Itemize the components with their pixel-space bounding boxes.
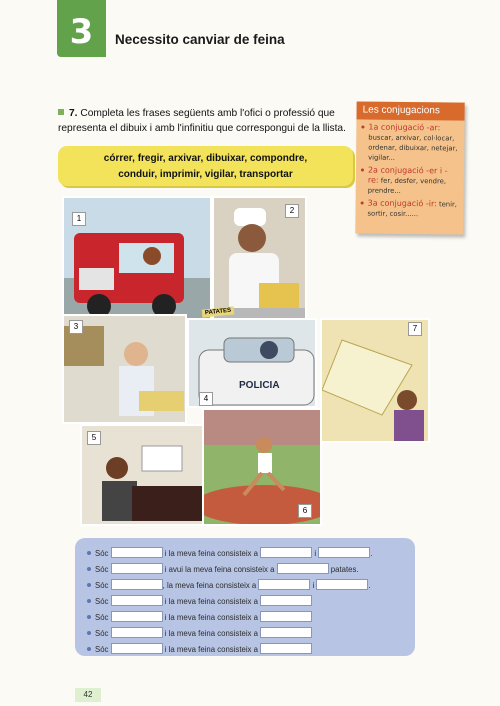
conjugation-examples: fer, desfer, vendre, prendre... — [367, 176, 447, 195]
row-label: Sóc — [95, 581, 109, 590]
conjugation-examples: tenir, sortir, cosir...... — [367, 200, 458, 219]
row-label: Sóc — [95, 565, 109, 574]
answer-field[interactable] — [111, 611, 163, 622]
bullet-icon — [87, 583, 91, 587]
exercise-row — [87, 579, 371, 591]
answer-field[interactable] — [111, 627, 163, 638]
illustration-panel-2 — [212, 196, 307, 321]
conjugations-title: Les conjugacions — [357, 101, 465, 120]
row-text: i la meva feina consisteix a — [164, 613, 258, 622]
panel-number: 3 — [69, 320, 83, 334]
draftsman-illustration — [322, 320, 430, 443]
bullet-icon — [361, 168, 364, 171]
row-label: Sóc — [95, 549, 109, 558]
illustration-panel-1 — [62, 196, 212, 321]
answer-field[interactable] — [316, 579, 371, 590]
answer-field[interactable] — [260, 627, 312, 638]
panel-number: 1 — [72, 212, 86, 226]
exercise-row — [87, 611, 312, 623]
conjugation-head: 2a conjugació -er i -re: — [367, 165, 448, 185]
panel-number: 6 — [298, 504, 312, 518]
unit-number: 3 — [69, 12, 94, 52]
conjugation-item — [356, 119, 464, 163]
panel-number: 5 — [87, 431, 101, 445]
panel-number: 4 — [199, 392, 213, 406]
answer-field[interactable] — [260, 547, 312, 558]
bullet-icon — [87, 647, 91, 651]
bullet-icon — [87, 631, 91, 635]
panel-number: 7 — [408, 322, 422, 336]
row-text: i la meva feina consisteix a — [164, 629, 258, 638]
exercise-panel — [75, 538, 415, 656]
patates-sign: PATATES — [202, 306, 235, 317]
conjugation-head: 1a conjugació -ar: — [368, 122, 441, 133]
row-label: Sóc — [95, 629, 109, 638]
unit-tab — [57, 0, 106, 57]
word-list-line-1: córrer, fregir, arxivar, dibuixar, compondre, — [103, 153, 308, 164]
answer-field[interactable] — [260, 611, 312, 622]
conjugation-head: 3a conjugació -ir: — [367, 198, 437, 209]
exercise-row — [87, 627, 312, 639]
square-bullet-icon — [58, 109, 64, 115]
bullet-icon — [87, 551, 91, 555]
row-text: , la meva feina consisteix a — [162, 581, 257, 590]
illustrations-collage — [62, 196, 452, 526]
row-text: patates. — [330, 565, 359, 574]
bullet-icon — [87, 567, 91, 571]
bullet-icon — [361, 125, 364, 128]
answer-field[interactable] — [318, 547, 373, 558]
police-sign: POLICIA — [239, 380, 280, 391]
answer-field[interactable] — [111, 547, 163, 558]
row-label: Sóc — [95, 597, 109, 606]
exercise-row — [87, 595, 312, 607]
panel-number: 2 — [285, 204, 299, 218]
conjugation-examples: buscar, arxivar, col·locar, ordenar, dibuixar, netejar, vigilar... — [368, 133, 458, 162]
answer-field[interactable] — [260, 595, 312, 606]
answer-field[interactable] — [111, 563, 163, 574]
row-text: . — [368, 581, 371, 590]
conjugation-item — [356, 162, 464, 196]
word-list-line-2: conduir, imprimir, vigilar, transportar — [118, 169, 293, 180]
row-text: i — [314, 549, 317, 558]
exercise-row — [87, 563, 359, 575]
row-label: Sóc — [95, 645, 109, 654]
row-label: Sóc — [95, 613, 109, 622]
page-number: 42 — [75, 688, 101, 702]
chapter-title: Necessito canviar de feina — [115, 32, 285, 47]
answer-field[interactable] — [111, 579, 163, 590]
answer-field[interactable] — [260, 643, 312, 654]
illustration-panel-5 — [80, 424, 205, 526]
row-text: i la meva feina consisteix a — [164, 549, 258, 558]
illustration-panel-3 — [62, 314, 187, 424]
illustration-panel-4 — [187, 318, 317, 408]
illustration-panel-6 — [202, 408, 322, 526]
row-text: . — [370, 549, 373, 558]
exercise-row — [87, 547, 372, 559]
answer-field[interactable] — [258, 579, 310, 590]
bullet-icon — [87, 599, 91, 603]
row-text: i la meva feina consisteix a — [164, 645, 258, 654]
illustration-panel-7 — [320, 318, 430, 443]
exercise-number: 7. — [69, 108, 78, 119]
answer-field[interactable] — [111, 643, 163, 654]
row-text: i — [312, 581, 315, 590]
row-text: i avui la meva feina consisteix a — [164, 565, 275, 574]
bullet-icon — [87, 615, 91, 619]
row-text: i la meva feina consisteix a — [164, 597, 258, 606]
answer-field[interactable] — [277, 563, 329, 574]
word-list-box — [58, 146, 353, 186]
instruction-text: Completa les frases següents amb l'ofici o professió que representa el dibuix i amb l'infinitiu que correspongui de la llista. — [58, 108, 346, 134]
truck-driver-illustration — [64, 198, 212, 321]
exercise-row — [87, 643, 312, 655]
answer-field[interactable] — [111, 595, 163, 606]
exercise-instructions — [58, 106, 348, 136]
